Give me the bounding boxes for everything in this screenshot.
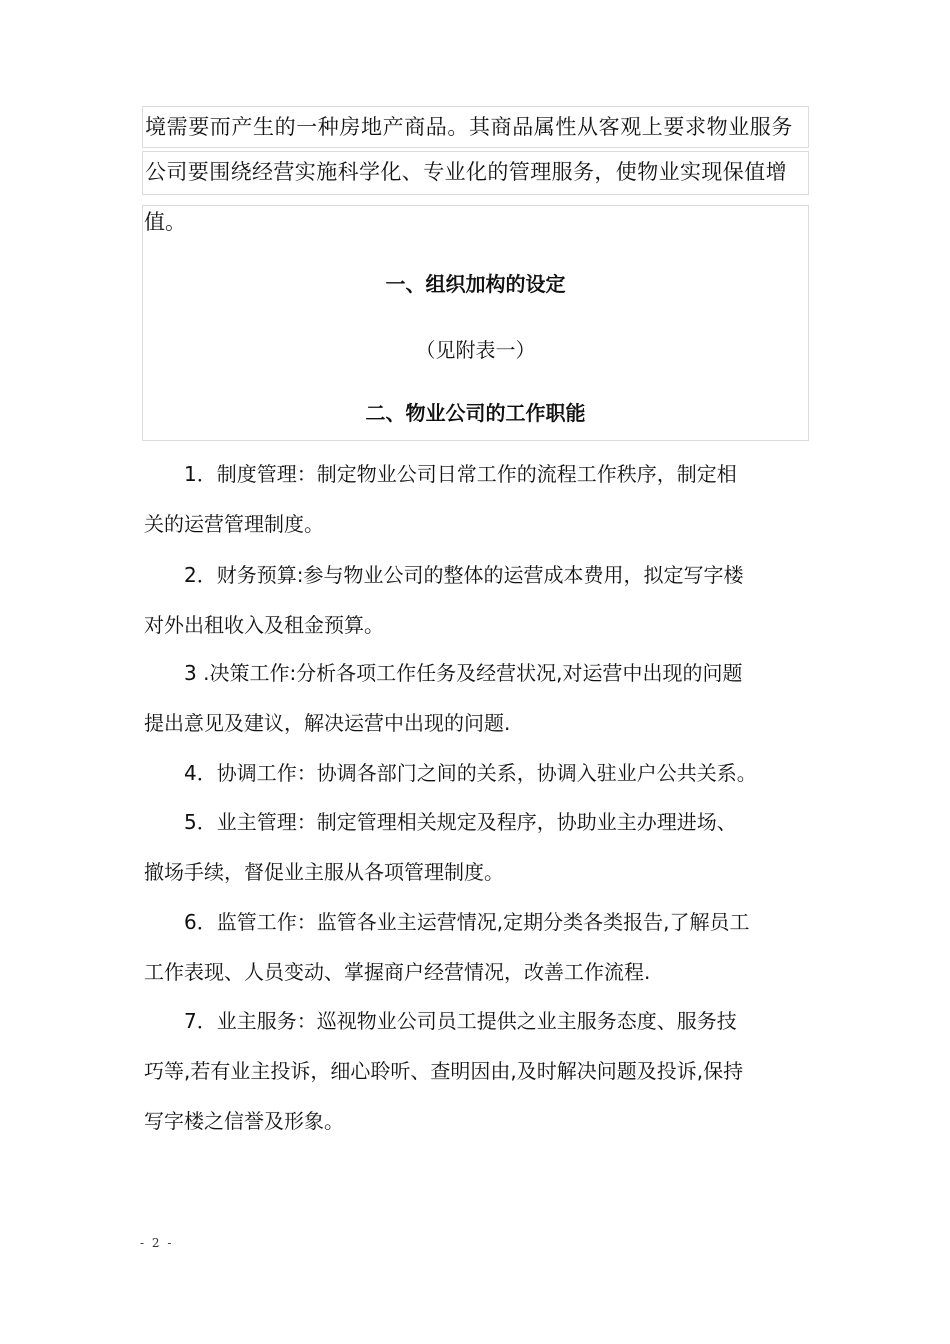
page-number: - 2 - (140, 1236, 174, 1250)
section-heading-organization: 一、组织加构的设定 (385, 272, 566, 296)
framed-text-line-2 (142, 151, 809, 195)
duty-item-3 (144, 648, 812, 748)
duty-item-4 (144, 748, 812, 798)
duty-item-4-line-1: 4．协调工作：协调各部门之间的关系，协调入驻业户公共关系。 (184, 761, 757, 785)
duty-item-3-line-2: 提出意见及建议，解决运营中出现的问题. (144, 711, 511, 735)
framed-text-line-2-content: 公司要围绕经营实施科学化、专业化的管理服务，使物业实现保值增 (145, 160, 787, 184)
duty-item-2 (144, 550, 812, 650)
duty-item-7-line-3: 写字楼之信誉及形象。 (144, 1109, 344, 1133)
duty-item-5-line-2: 撤场手续，督促业主服从各项管理制度。 (144, 860, 504, 884)
duty-item-2-line-2: 对外出租收入及租金预算。 (144, 613, 384, 637)
duty-item-1-line-2: 关的运营管理制度。 (144, 512, 324, 536)
duty-item-5-line-1: 5．业主管理：制定管理相关规定及程序，协助业主办理进场、 (184, 810, 737, 834)
appendix-note: （见附表一） (415, 338, 536, 362)
duty-item-6-line-1: 6．监管工作：监管各业主运营情况,定期分类各类报告,了解员工 (184, 910, 750, 934)
duty-item-3-line-1: 3 .决策工作:分析各项工作任务及经营状况,对运营中出现的问题 (184, 661, 743, 685)
section-heading-functions: 二、物业公司的工作职能 (365, 401, 586, 425)
duty-item-1-line-1: 1．制度管理：制定物业公司日常工作的流程工作秩序，制定相 (184, 462, 737, 486)
duty-item-2-line-1: 2．财务预算:参与物业公司的整体的运营成本费用，拟定写字楼 (184, 563, 744, 587)
duty-item-6-line-2: 工作表现、人员变动、掌握商户经营情况，改善工作流程. (144, 960, 651, 984)
duty-item-7 (144, 996, 812, 1146)
duty-item-7-line-2: 巧等,若有业主投诉，细心聆听、查明因由,及时解决问题及投诉,保持 (144, 1059, 744, 1083)
duty-item-1 (144, 449, 812, 549)
duty-item-7-line-1: 7．业主服务：巡视物业公司员工提供之业主服务态度、服务技 (184, 1009, 737, 1033)
duty-item-5 (144, 797, 812, 897)
framed-text-line-3: 值。 (144, 210, 186, 234)
duty-item-6 (144, 897, 812, 997)
framed-text-line-1-content: 境需要而产生的一种房地产商品。其商品属性从客观上要求物业服务 (145, 115, 793, 139)
framed-text-line-1 (142, 106, 809, 148)
